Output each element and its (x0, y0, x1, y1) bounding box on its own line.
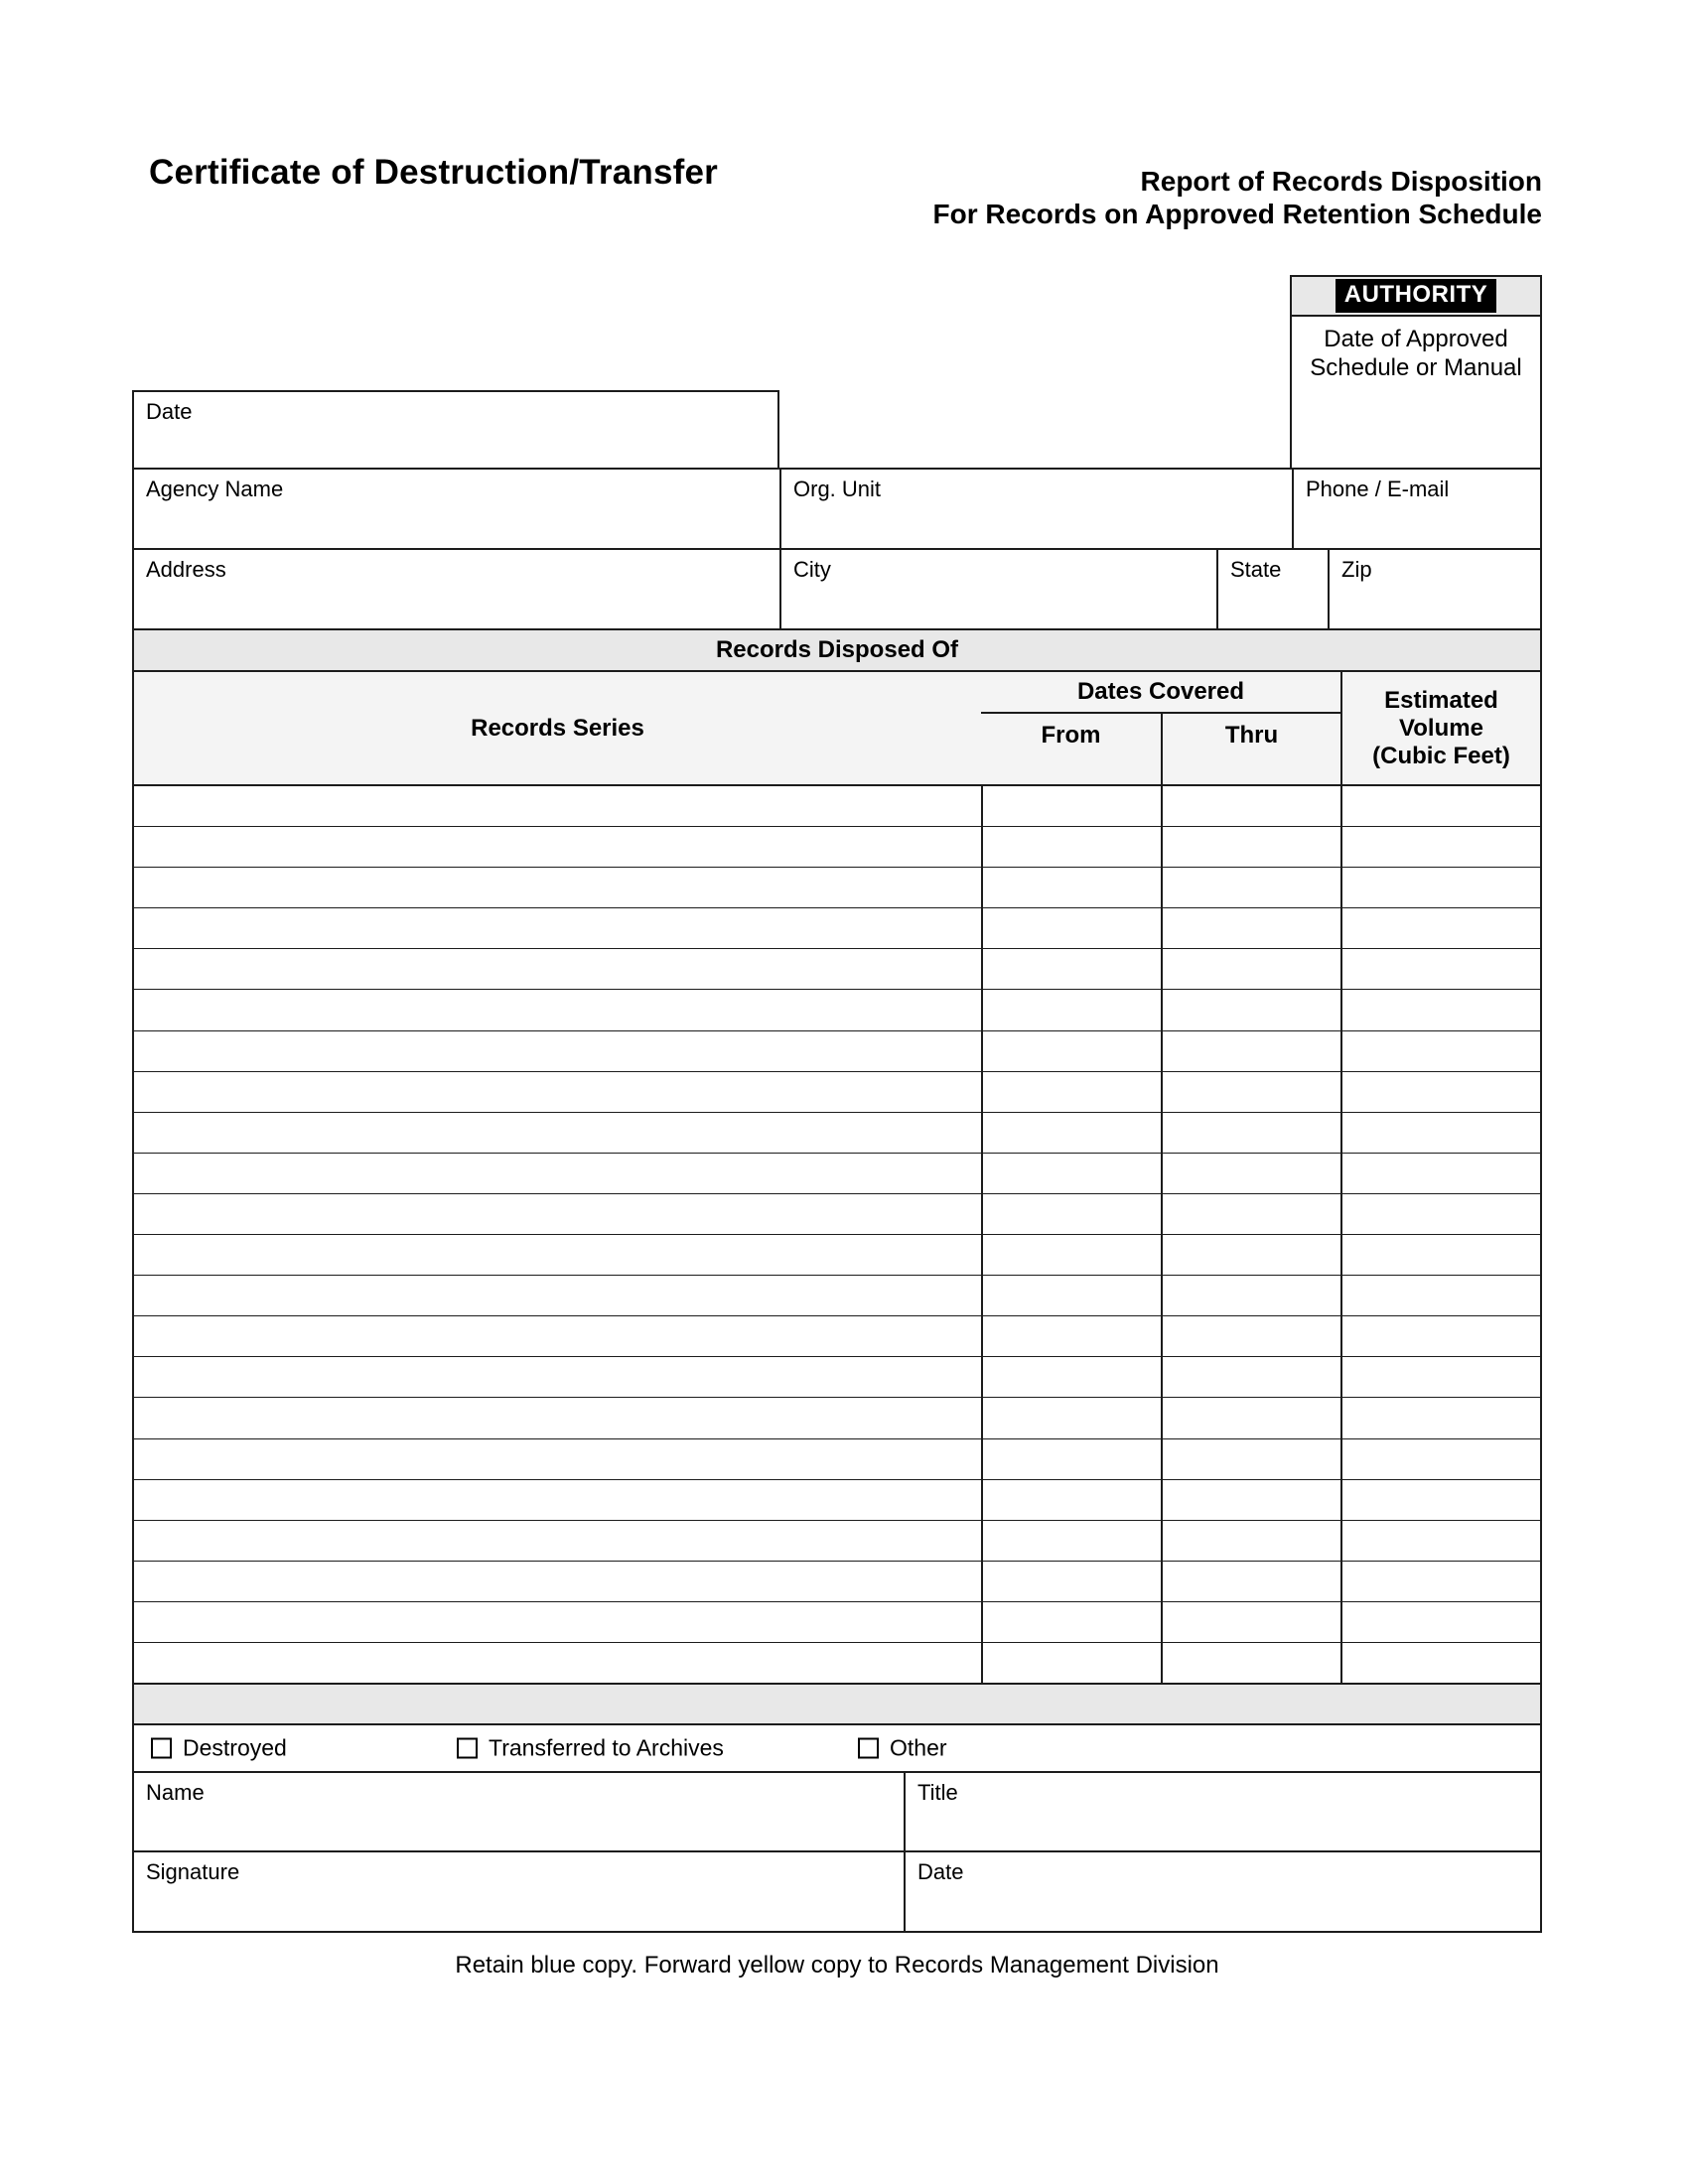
volume-cell[interactable] (1340, 1113, 1540, 1153)
from-cell[interactable] (981, 1643, 1161, 1683)
city-label: City (793, 557, 831, 582)
phone-email-label: Phone / E-mail (1306, 477, 1450, 501)
city-field[interactable] (779, 550, 1216, 628)
table-row (134, 1315, 1540, 1356)
title-field[interactable] (904, 1773, 1540, 1850)
thru-cell[interactable] (1161, 868, 1340, 907)
volume-cell[interactable] (1340, 1235, 1540, 1275)
estimated-volume-header-text: Estimated Volume (Cubic Feet) (1372, 686, 1510, 769)
records-series-cell[interactable] (134, 908, 981, 948)
records-series-cell[interactable] (134, 1316, 981, 1356)
thru-cell[interactable] (1161, 786, 1340, 826)
thru-cell[interactable] (1161, 1276, 1340, 1315)
table-row (134, 1112, 1540, 1153)
name-title-row (132, 1771, 1542, 1852)
transferred-to-archives-label: Transferred to Archives (489, 1734, 724, 1761)
state-field[interactable] (1216, 550, 1328, 628)
table-footer-band (132, 1683, 1542, 1725)
other-checkbox[interactable] (858, 1738, 879, 1759)
from-cell[interactable] (981, 1562, 1161, 1601)
records-series-cell[interactable] (134, 1480, 981, 1520)
thru-cell[interactable] (1161, 1316, 1340, 1356)
table-row (134, 1561, 1540, 1601)
volume-cell[interactable] (1340, 1398, 1540, 1437)
table-row (134, 1030, 1540, 1071)
signature-field[interactable] (134, 1852, 904, 1931)
records-series-cell[interactable] (134, 1643, 981, 1683)
table-row (134, 786, 1540, 826)
thru-cell[interactable] (1161, 1562, 1340, 1601)
destroyed-checkbox[interactable] (151, 1738, 172, 1759)
thru-cell[interactable] (1161, 1602, 1340, 1642)
records-series-cell[interactable] (134, 786, 981, 826)
date-signed-field[interactable] (904, 1852, 1540, 1931)
authority-chip: AUTHORITY (1336, 279, 1497, 313)
page-title: Certificate of Destruction/Transfer (149, 153, 718, 192)
date-field[interactable] (132, 390, 779, 470)
volume-cell[interactable] (1340, 1031, 1540, 1071)
table-row (134, 1356, 1540, 1397)
authority-date-field[interactable]: Date of Approved Schedule or Manual (1310, 326, 1522, 381)
subtitle-line-1: Report of Records Disposition (1140, 166, 1542, 197)
table-row (134, 1642, 1540, 1683)
authority-header (1292, 277, 1540, 317)
address-row (132, 548, 1542, 630)
volume-cell[interactable] (1340, 1521, 1540, 1561)
from-cell[interactable] (981, 1031, 1161, 1071)
from-cell[interactable] (981, 949, 1161, 989)
table-row (134, 1601, 1540, 1642)
from-cell[interactable] (981, 1398, 1161, 1437)
agency-name-field[interactable] (134, 470, 779, 548)
thru-cell[interactable] (1161, 949, 1340, 989)
address-field[interactable] (134, 550, 779, 628)
table-row (134, 1234, 1540, 1275)
thru-cell[interactable] (1161, 1154, 1340, 1193)
thru-column-header: Thru (1161, 714, 1340, 784)
records-series-cell[interactable] (134, 949, 981, 989)
destroyed-option[interactable] (151, 1735, 287, 1762)
from-cell[interactable] (981, 1235, 1161, 1275)
volume-cell[interactable] (1340, 949, 1540, 989)
records-series-cell[interactable] (134, 1398, 981, 1437)
thru-cell[interactable] (1161, 1643, 1340, 1683)
volume-cell[interactable] (1340, 1194, 1540, 1234)
from-cell[interactable] (981, 1480, 1161, 1520)
table-row (134, 1520, 1540, 1561)
disposition-options-row (132, 1723, 1542, 1773)
from-cell[interactable] (981, 908, 1161, 948)
date-signed-label: Date (917, 1859, 964, 1884)
from-cell[interactable] (981, 1439, 1161, 1479)
thru-cell[interactable] (1161, 1072, 1340, 1112)
records-series-cell[interactable] (134, 1154, 981, 1193)
thru-cell[interactable] (1161, 827, 1340, 867)
thru-cell[interactable] (1161, 1113, 1340, 1153)
table-row (134, 1071, 1540, 1112)
records-series-cell[interactable] (134, 827, 981, 867)
records-series-cell[interactable] (134, 1357, 981, 1397)
from-cell[interactable] (981, 1072, 1161, 1112)
table-row (134, 1275, 1540, 1315)
table-row (134, 989, 1540, 1029)
agency-name-label: Agency Name (146, 477, 284, 501)
volume-cell[interactable] (1340, 1480, 1540, 1520)
from-cell[interactable] (981, 1113, 1161, 1153)
destroyed-label: Destroyed (183, 1734, 287, 1761)
dates-covered-column-group (981, 672, 1340, 784)
from-cell[interactable] (981, 1521, 1161, 1561)
org-unit-label: Org. Unit (793, 477, 882, 501)
records-series-cell[interactable] (134, 1194, 981, 1234)
records-series-cell[interactable] (134, 1031, 981, 1071)
volume-cell[interactable] (1340, 1602, 1540, 1642)
org-unit-field[interactable] (779, 470, 1292, 548)
records-series-cell[interactable] (134, 1521, 981, 1561)
table-row (134, 1479, 1540, 1520)
volume-cell[interactable] (1340, 786, 1540, 826)
records-series-cell[interactable] (134, 1235, 981, 1275)
volume-cell[interactable] (1340, 1439, 1540, 1479)
volume-cell[interactable] (1340, 990, 1540, 1029)
from-cell[interactable] (981, 786, 1161, 826)
table-row (134, 1397, 1540, 1437)
volume-cell[interactable] (1340, 1562, 1540, 1601)
records-series-cell[interactable] (134, 990, 981, 1029)
from-cell[interactable] (981, 1357, 1161, 1397)
table-row (134, 1193, 1540, 1234)
transferred-to-archives-option[interactable] (457, 1735, 724, 1762)
date-label: Date (146, 399, 193, 424)
thru-cell[interactable] (1161, 1235, 1340, 1275)
from-cell[interactable] (981, 1316, 1161, 1356)
agency-row (132, 468, 1542, 550)
records-disposed-of-header: Records Disposed Of (132, 628, 1542, 672)
records-series-cell[interactable] (134, 1113, 981, 1153)
records-series-column-header: Records Series (471, 714, 644, 742)
footer-note: Retain blue copy. Forward yellow copy to Records Management Division (455, 1952, 1219, 1979)
records-series-cell[interactable] (134, 1276, 981, 1315)
from-cell[interactable] (981, 1194, 1161, 1234)
table-header (132, 670, 1542, 786)
name-label: Name (146, 1780, 205, 1805)
name-field[interactable] (134, 1773, 904, 1850)
records-series-cell[interactable] (134, 1439, 981, 1479)
volume-cell[interactable] (1340, 1316, 1540, 1356)
subtitle-line-2: For Records on Approved Retention Schedule (932, 199, 1542, 229)
table-row (134, 1153, 1540, 1193)
page-subtitle (933, 165, 1542, 230)
address-label: Address (146, 557, 226, 582)
signature-label: Signature (146, 1859, 240, 1884)
transferred-to-archives-checkbox[interactable] (457, 1738, 478, 1759)
records-series-cell[interactable] (134, 1072, 981, 1112)
disposition-form (132, 390, 1542, 1933)
thru-cell[interactable] (1161, 1031, 1340, 1071)
table-row (134, 907, 1540, 948)
from-cell[interactable] (981, 868, 1161, 907)
volume-cell[interactable] (1340, 1154, 1540, 1193)
table-row (134, 948, 1540, 989)
thru-cell[interactable] (1161, 1194, 1340, 1234)
thru-cell[interactable] (1161, 1357, 1340, 1397)
volume-cell[interactable] (1340, 1072, 1540, 1112)
title-label: Title (917, 1780, 958, 1805)
table-row (134, 867, 1540, 907)
volume-cell[interactable] (1340, 908, 1540, 948)
records-table-body (132, 784, 1542, 1685)
from-cell[interactable] (981, 1154, 1161, 1193)
thru-cell[interactable] (1161, 1398, 1340, 1437)
table-row (134, 826, 1540, 867)
thru-cell[interactable] (1161, 1439, 1340, 1479)
records-series-cell[interactable] (134, 868, 981, 907)
from-cell[interactable] (981, 1602, 1161, 1642)
volume-cell[interactable] (1340, 1276, 1540, 1315)
other-label: Other (890, 1734, 947, 1761)
from-cell[interactable] (981, 990, 1161, 1029)
zip-field[interactable] (1328, 550, 1540, 628)
phone-email-field[interactable] (1292, 470, 1540, 548)
records-series-cell[interactable] (134, 1602, 981, 1642)
records-series-cell[interactable] (134, 1562, 981, 1601)
signature-date-row (132, 1850, 1542, 1933)
thru-cell[interactable] (1161, 1521, 1340, 1561)
thru-cell[interactable] (1161, 1480, 1340, 1520)
other-option[interactable] (858, 1735, 947, 1762)
dates-covered-header: Dates Covered (981, 672, 1340, 714)
volume-cell[interactable] (1340, 1357, 1540, 1397)
from-cell[interactable] (981, 1276, 1161, 1315)
volume-cell[interactable] (1340, 868, 1540, 907)
from-column-header: From (1041, 722, 1101, 749)
volume-cell[interactable] (1340, 827, 1540, 867)
from-cell[interactable] (981, 827, 1161, 867)
zip-label: Zip (1341, 557, 1372, 582)
thru-cell[interactable] (1161, 990, 1340, 1029)
table-row (134, 1438, 1540, 1479)
state-label: State (1230, 557, 1282, 582)
volume-cell[interactable] (1340, 1643, 1540, 1683)
thru-cell[interactable] (1161, 908, 1340, 948)
estimated-volume-column-header (1340, 672, 1540, 784)
